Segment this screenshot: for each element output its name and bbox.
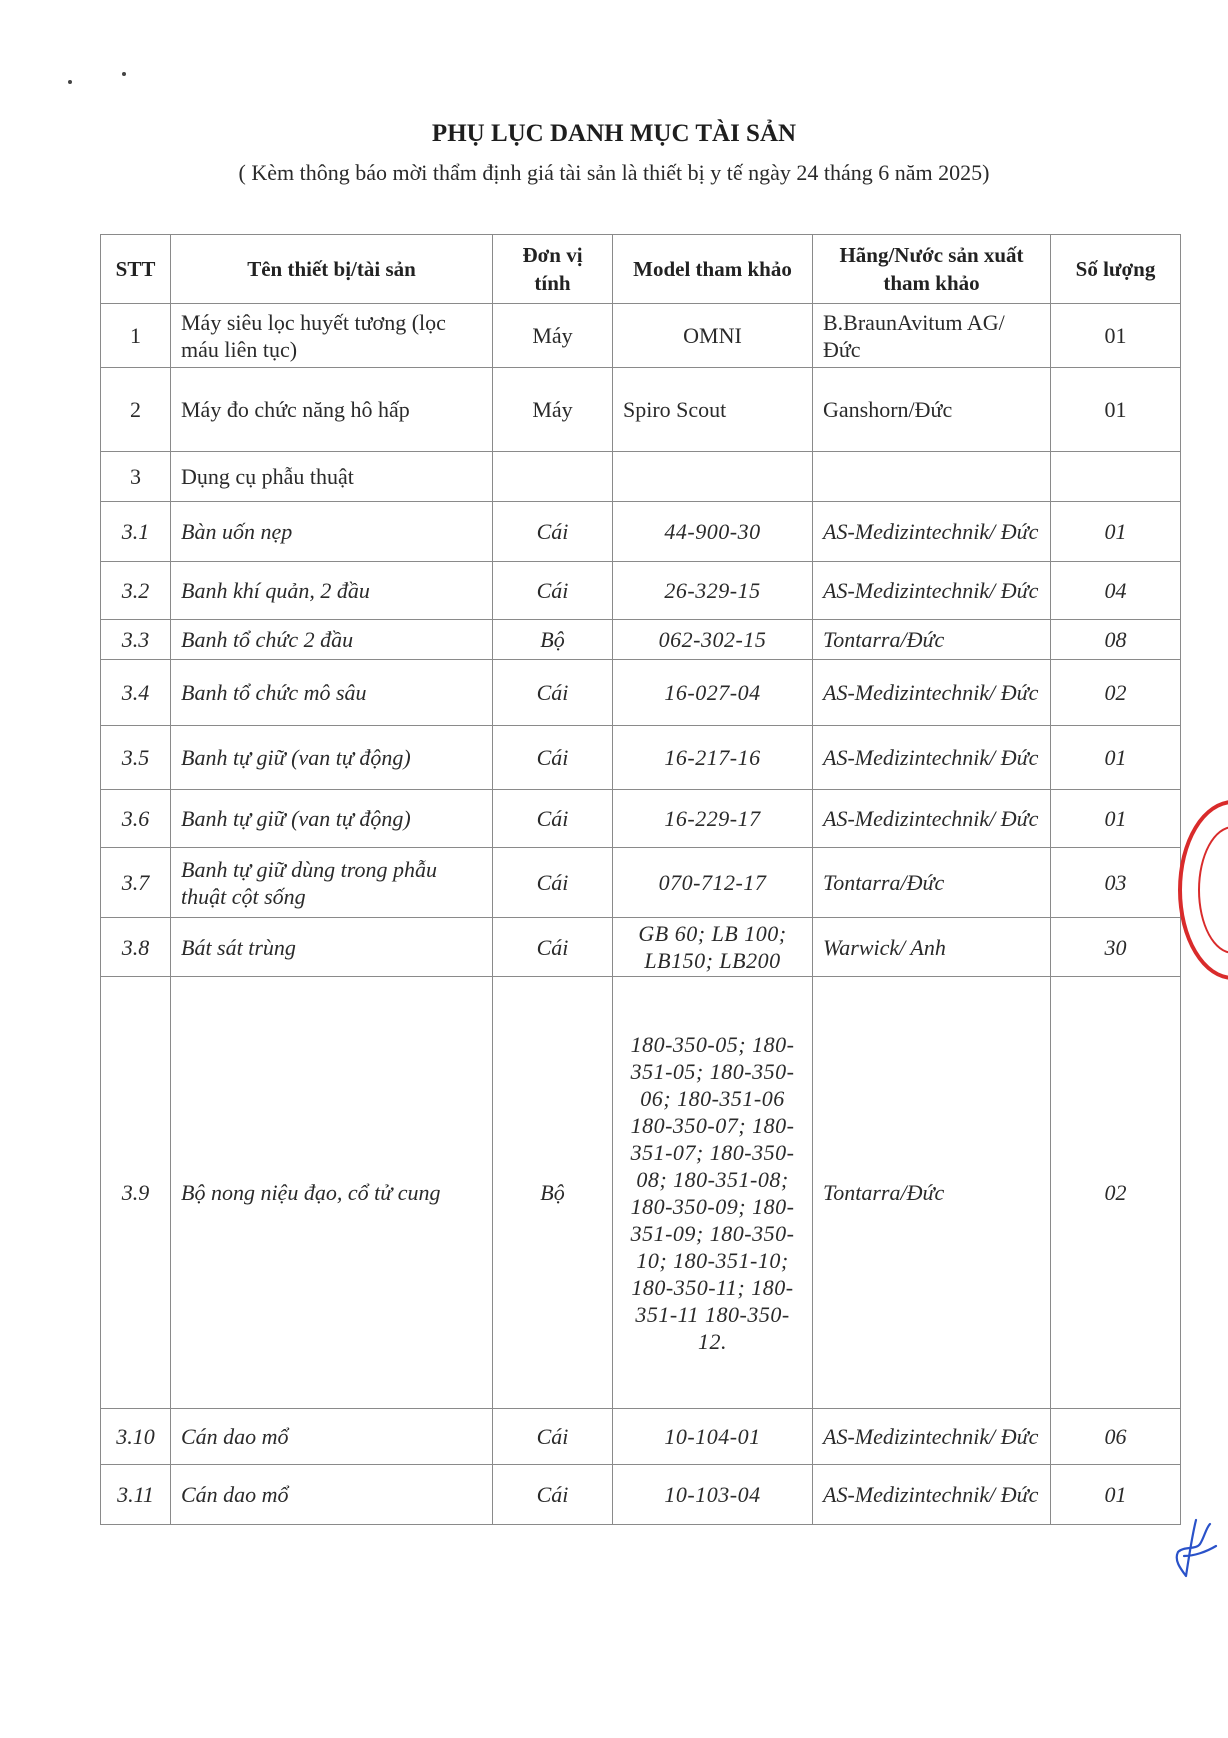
scan-speck: [68, 80, 72, 84]
cell-name: Banh khí quản, 2 đầu: [171, 562, 493, 620]
cell-name: Bát sát trùng: [171, 918, 493, 977]
cell-name: Banh tổ chức 2 đầu: [171, 620, 493, 660]
cell-qty: [1051, 452, 1181, 502]
cell-model: 26-329-15: [613, 562, 813, 620]
cell-stt: 3.8: [101, 918, 171, 977]
table-row: [101, 1409, 1181, 1465]
header-unit: Đơn vị tính: [493, 235, 613, 304]
cell-stt: 3.6: [101, 790, 171, 848]
cell-name: Banh tự giữ (van tự động): [171, 790, 493, 848]
cell-maker: AS-Medizintechnik/ Đức: [813, 1465, 1051, 1525]
cell-stt: 3.4: [101, 660, 171, 726]
cell-stt: 2: [101, 368, 171, 452]
cell-unit: Cái: [493, 848, 613, 918]
cell-model: [613, 452, 813, 502]
cell-unit: Cái: [493, 562, 613, 620]
table-row: [101, 660, 1181, 726]
cell-stt: 3.1: [101, 502, 171, 562]
cell-unit: Bộ: [493, 620, 613, 660]
cell-unit: Máy: [493, 304, 613, 368]
cell-name: Banh tổ chức mô sâu: [171, 660, 493, 726]
cell-unit: Cái: [493, 790, 613, 848]
header-maker: Hãng/Nước sản xuất tham khảo: [813, 235, 1051, 304]
table-row: [101, 452, 1181, 502]
table-row: [101, 368, 1181, 452]
cell-name: Bộ nong niệu đạo, cổ tử cung: [171, 977, 493, 1409]
cell-name: Cán dao mổ: [171, 1465, 493, 1525]
cell-qty: 01: [1051, 502, 1181, 562]
cell-maker: [813, 452, 1051, 502]
cell-maker: Ganshorn/Đức: [813, 368, 1051, 452]
cell-qty: 08: [1051, 620, 1181, 660]
table-row: [101, 848, 1181, 918]
cell-maker: AS-Medizintechnik/ Đức: [813, 502, 1051, 562]
scan-speck: [122, 72, 126, 76]
cell-name: Banh tự giữ (van tự động): [171, 726, 493, 790]
cell-model: OMNI: [613, 304, 813, 368]
page-title: PHỤ LỤC DANH MỤC TÀI SẢN: [431, 120, 797, 147]
cell-maker: AS-Medizintechnik/ Đức: [813, 660, 1051, 726]
asset-table: [100, 234, 1181, 1525]
cell-unit: Cái: [493, 502, 613, 562]
signature-mark: [1166, 1516, 1222, 1580]
cell-maker: AS-Medizintechnik/ Đức: [813, 790, 1051, 848]
table-row: [101, 304, 1181, 368]
cell-unit: Bộ: [493, 977, 613, 1409]
cell-maker: Warwick/ Anh: [813, 918, 1051, 977]
cell-stt: 3.2: [101, 562, 171, 620]
cell-qty: 04: [1051, 562, 1181, 620]
table-row: [101, 977, 1181, 1409]
cell-name: Bàn uốn nẹp: [171, 502, 493, 562]
cell-unit: Cái: [493, 660, 613, 726]
cell-model: 16-217-16: [613, 726, 813, 790]
cell-maker: Tontarra/Đức: [813, 620, 1051, 660]
cell-qty: 01: [1051, 1465, 1181, 1525]
cell-stt: 3: [101, 452, 171, 502]
cell-model: 062-302-15: [613, 620, 813, 660]
table-row: [101, 620, 1181, 660]
cell-qty: 03: [1051, 848, 1181, 918]
table-row: [101, 1465, 1181, 1525]
cell-name: Banh tự giữ dùng trong phẫu thuật cột sống: [171, 848, 493, 918]
table-row: [101, 790, 1181, 848]
cell-stt: 3.7: [101, 848, 171, 918]
cell-unit: Máy: [493, 368, 613, 452]
cell-maker: AS-Medizintechnik/ Đức: [813, 1409, 1051, 1465]
cell-stt: 3.11: [101, 1465, 171, 1525]
cell-model: 16-027-04: [613, 660, 813, 726]
cell-unit: Cái: [493, 1409, 613, 1465]
cell-unit: [493, 452, 613, 502]
cell-model: 16-229-17: [613, 790, 813, 848]
table-header-row: [101, 235, 1181, 304]
cell-qty: 01: [1051, 368, 1181, 452]
cell-qty: 01: [1051, 304, 1181, 368]
cell-model: 10-103-04: [613, 1465, 813, 1525]
cell-model: Spiro Scout: [613, 368, 813, 452]
cell-qty: 02: [1051, 977, 1181, 1409]
cell-qty: 30: [1051, 918, 1181, 977]
header-qty: Số lượng: [1051, 235, 1181, 304]
cell-unit: Cái: [493, 726, 613, 790]
cell-maker: Tontarra/Đức: [813, 848, 1051, 918]
cell-name: Dụng cụ phẫu thuật: [171, 452, 493, 502]
cell-stt: 3.3: [101, 620, 171, 660]
cell-stt: 3.5: [101, 726, 171, 790]
header-name: Tên thiết bị/tài sản: [171, 235, 493, 304]
cell-model: 44-900-30: [613, 502, 813, 562]
table-row: [101, 726, 1181, 790]
cell-stt: 1: [101, 304, 171, 368]
table-row: [101, 918, 1181, 977]
cell-maker: AS-Medizintechnik/ Đức: [813, 726, 1051, 790]
header-stt: STT: [101, 235, 171, 304]
cell-name: Máy đo chức năng hô hấp: [171, 368, 493, 452]
cell-model: 070-712-17: [613, 848, 813, 918]
cell-maker: B.BraunAvitum AG/Đức: [813, 304, 1051, 368]
cell-maker: AS-Medizintechnik/ Đức: [813, 562, 1051, 620]
cell-model: 10-104-01: [613, 1409, 813, 1465]
cell-qty: 01: [1051, 790, 1181, 848]
cell-maker: Tontarra/Đức: [813, 977, 1051, 1409]
cell-name: Cán dao mổ: [171, 1409, 493, 1465]
cell-qty: 06: [1051, 1409, 1181, 1465]
cell-qty: 02: [1051, 660, 1181, 726]
cell-stt: 3.9: [101, 977, 171, 1409]
table-row: [101, 562, 1181, 620]
page-subtitle: ( Kèm thông báo mời thẩm định giá tài sản là thiết bị y tế ngày 24 tháng 6 năm 2025): [238, 160, 990, 185]
cell-stt: 3.10: [101, 1409, 171, 1465]
cell-qty: 01: [1051, 726, 1181, 790]
cell-unit: Cái: [493, 918, 613, 977]
cell-unit: Cái: [493, 1465, 613, 1525]
cell-name: Máy siêu lọc huyết tương (lọc máu liên tục): [171, 304, 493, 368]
cell-model: GB 60; LB 100; LB150; LB200: [613, 918, 813, 977]
table-row: [101, 502, 1181, 562]
header-model: Model tham khảo: [613, 235, 813, 304]
cell-model: 180-350-05; 180-351-05; 180-350-06; 180-351-06 180-350-07; 180-351-07; 180-350-08; 180-351-08; 180-350-09; 180-351-09; 180-350-10; 180-351-10; 180-350-11; 180-351-11 180-350-12.: [613, 977, 813, 1409]
